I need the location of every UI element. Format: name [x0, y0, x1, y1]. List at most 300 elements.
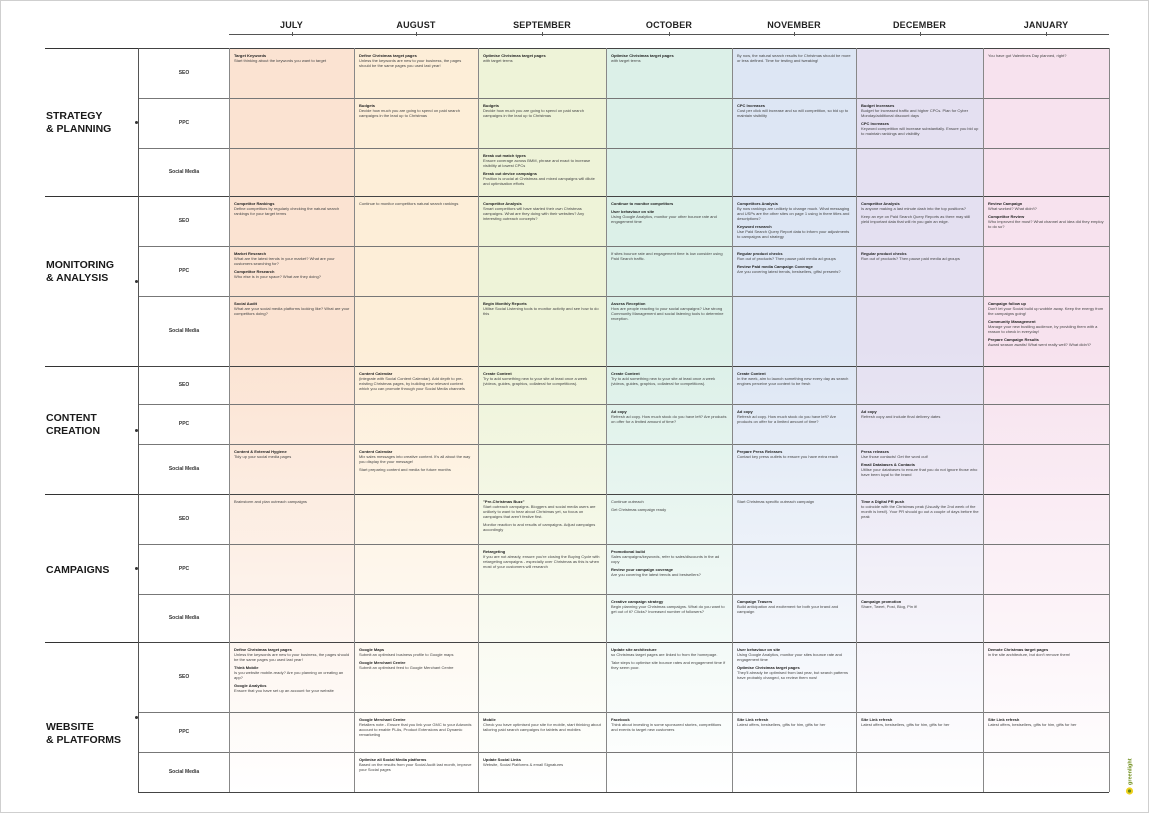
header-tick	[920, 32, 921, 36]
cell-entry	[737, 409, 852, 424]
cell-text: Keep an eye on Paid Search Query Reports as there may still yield important data that will rin you gain an edge.	[861, 214, 971, 224]
cell-text: By now, the natural search results for Christmas should be more or less defined. Time for testing and tweaking!	[737, 53, 851, 63]
cell-entry	[737, 599, 852, 614]
cell-heading: Competitor Analysis	[483, 201, 522, 206]
section-title-monitoring-analysis: MONITORING & ANALYSIS	[46, 259, 115, 284]
cell-text: Submit an optimised feed to Google Merchant Centre	[359, 665, 454, 670]
cell-entry	[611, 209, 728, 224]
section-divider	[138, 48, 1109, 49]
cell-heading: Ad copy	[861, 409, 877, 414]
cell-text: Cost per click will increase and so will competition, so bid up to maintain visibility	[737, 108, 849, 118]
month-header-august: AUGUST	[396, 20, 436, 30]
planner-cell	[737, 201, 852, 244]
cell-entry	[611, 251, 728, 261]
cell-text: Refresh ad copy. How much stock do you have left? Are products on offer for a limited amount of time?	[611, 414, 727, 424]
cell-heading: Keyword research	[737, 224, 772, 229]
cell-text: Ensure that you have set up an account for your website	[234, 688, 334, 693]
cell-entry	[234, 269, 350, 279]
month-separator	[354, 48, 355, 792]
cell-heading: Campaign promotion	[861, 599, 902, 604]
subcategory-label: SEO	[178, 516, 190, 522]
section-divider	[138, 642, 1109, 643]
cell-text: Keyword competition will increase substantially. Ensure you bid up to maintain rankings and visibility	[861, 126, 979, 136]
cell-text: Tidy up your social media pages	[234, 454, 292, 459]
cell-entry	[611, 371, 728, 386]
cell-entry	[737, 371, 852, 386]
cell-text: Budget for increased traffic and higher CPCs. Plan for Cyber Monday/additional discount days	[861, 108, 969, 118]
row-divider	[138, 148, 1109, 149]
cell-heading: Google Merchant Centre	[359, 717, 406, 722]
subcategory-label: PPC	[178, 120, 190, 126]
cell-text: Build anticipation and excitement for both your brand and campaign	[737, 604, 839, 614]
cell-heading: Regular product checks	[737, 251, 783, 256]
subcategory-label: Social Media	[168, 769, 200, 775]
planner-cell	[359, 201, 474, 244]
cell-entry	[611, 53, 728, 63]
planner-cell	[234, 499, 350, 542]
cell-text: Monitor reaction to and results of campaigns. Adjust campaigns accordingly	[483, 522, 596, 532]
cell-text: so Christmas target pages are linked to from the homepage.	[611, 652, 718, 657]
cell-text: Latest offers, bestsellers, gifts for him, gifts for her	[988, 722, 1077, 727]
cell-entry	[483, 103, 602, 118]
cell-text: Who improved the most? What channel and idea did they employ to do so?	[988, 219, 1104, 229]
cell-entry	[234, 499, 350, 504]
cell-text: Define competitors by regularly checking the natural search rankings for your target terms	[234, 206, 340, 216]
cell-entry	[737, 251, 852, 261]
planner-cell	[234, 251, 350, 294]
cell-entry	[861, 251, 979, 261]
section-divider	[138, 196, 1109, 197]
planner-cell	[737, 499, 852, 542]
cell-heading: User behaviour on site	[611, 209, 655, 214]
planner-cell	[861, 201, 979, 244]
planner-cell	[234, 449, 350, 492]
cell-text: What are your social media platforms looking like? What are your competitors doing?	[234, 306, 350, 316]
planner-cell	[861, 717, 979, 750]
header-tick	[669, 32, 670, 36]
month-header-november: NOVEMBER	[767, 20, 821, 30]
month-header-december: DECEMBER	[892, 20, 947, 30]
cell-text: Submit an optimised business profile to Google maps	[359, 652, 454, 657]
cell-text: in the site architecture, but don't remove them!	[988, 652, 1071, 657]
cell-entry	[234, 683, 350, 693]
cell-heading: Budgets	[483, 103, 499, 108]
row-divider	[138, 712, 1109, 713]
cell-text: If you are not already, ensure you're closing the Buying Cycle with retargeting campaigns - especially over Christmas as this is when most of your customers will research	[483, 554, 600, 569]
month-header-october: OCTOBER	[645, 20, 693, 30]
cell-text: with target terms	[483, 58, 513, 63]
cell-text: Website, Social Platforms & email Signatures	[483, 762, 564, 767]
cell-entry	[988, 214, 1105, 229]
subcategory-label: SEO	[178, 70, 190, 76]
cell-text: Unless the keywords are new to your business, the pages should be the same pages you used last year!	[234, 652, 350, 662]
cell-entry	[234, 665, 350, 680]
cell-entry	[359, 717, 474, 737]
planner-cell	[359, 371, 474, 402]
section-title-strategy-planning: STRATEGY & PLANNING	[46, 110, 112, 135]
cell-text: Position is crucial at Christmas and mixed campaigns will dilute and optimisation efforts	[483, 176, 595, 186]
cell-text: How are people reacting to your social campaigns? Use strong Community Management and social listening tools to determine reception.	[611, 306, 724, 321]
cell-text: Contact key press outlets to ensure you have extra reach	[737, 454, 839, 459]
cell-heading: Review Campaign	[988, 201, 1023, 206]
cell-text: Think about investing in some sponsored stories, competitions and events to target new customers	[611, 722, 722, 732]
cell-text: Using Google Analytics, monitor your sites bounce rate and engagement time	[737, 652, 842, 662]
subcategory-label: PPC	[178, 421, 190, 427]
section-bar	[45, 642, 139, 643]
cell-text: Take steps to optimise site bounce rates and engagement time if they seem poor.	[611, 660, 726, 670]
planner-cell	[861, 409, 979, 442]
planner-cell	[359, 757, 474, 790]
cell-text: Brainstorm and plan outreach campaigns	[234, 499, 307, 504]
cell-heading: Define Christmas target pages	[234, 647, 292, 652]
cell-heading: User behaviour on site	[737, 647, 781, 652]
cell-entry	[483, 549, 602, 569]
cell-entry	[359, 449, 474, 464]
planner-cell	[483, 717, 602, 750]
cell-heading: Promotional build	[611, 549, 645, 554]
cell-heading: Regular product checks	[861, 251, 907, 256]
planner-cell	[483, 301, 602, 364]
cell-heading: Create Content	[483, 371, 512, 376]
cell-entry	[861, 599, 979, 609]
planner-cell	[359, 53, 474, 96]
cell-heading: Content Calendar	[359, 449, 393, 454]
cell-heading: Optimise Christmas target pages	[483, 53, 546, 58]
cell-entry	[483, 301, 602, 316]
planner-cell	[737, 717, 852, 750]
cell-heading: Google Maps	[359, 647, 385, 652]
cell-heading: Community Management	[988, 319, 1036, 324]
planner-cell	[359, 449, 474, 492]
cell-text: Is anyone making a last minute dash into the top positions?	[861, 206, 966, 211]
cell-heading: Email Databases & Contacts	[861, 462, 916, 467]
greenlight-logo-icon	[1125, 756, 1134, 796]
cell-entry	[611, 567, 728, 577]
cell-text: Decide how much you are going to spend on paid search campaigns in the lead up to Christmas	[359, 108, 460, 118]
cell-heading: Begin Monthly Reports	[483, 301, 527, 306]
cell-heading: Create Content	[611, 371, 640, 376]
planner-cell	[483, 153, 602, 194]
row-divider	[138, 444, 1109, 445]
cell-entry	[611, 507, 728, 512]
planner-cell	[737, 599, 852, 640]
cell-text: Begin planning your Christmas campaigns. What do you want to get out of it? Clicks? Increased number of followers?	[611, 604, 725, 614]
planner-cell	[234, 201, 350, 244]
cell-heading: Prepare Campaign Results	[988, 337, 1039, 342]
cell-entry	[861, 201, 979, 211]
cell-heading: CPC Increases	[737, 103, 766, 108]
cell-text: Retailers note - Ensure that you link your GMC to your Adwords account to enable PLAs, Product Extensions and Dynamic remarketing	[359, 722, 472, 737]
cell-heading: Ad copy	[737, 409, 753, 414]
cell-entry	[483, 717, 602, 732]
cell-text: Refresh copy and include final delivery dates	[861, 414, 941, 419]
cell-heading: Define Christmas target pages	[359, 53, 417, 58]
month-separator	[229, 48, 230, 792]
planner-cell	[737, 409, 852, 442]
cell-heading: Press releases	[861, 449, 890, 454]
cell-heading: Campaign follow up	[988, 301, 1026, 306]
planner-cell	[611, 301, 728, 364]
planner-cell	[611, 599, 728, 640]
planner-cell	[483, 549, 602, 592]
cell-heading: Break out match types	[483, 153, 526, 158]
cell-text: Utilise Social Listening tools to monitor activity and see how to do this	[483, 306, 599, 316]
cell-entry	[737, 264, 852, 274]
cell-heading: "Pre-Christmas Buzz"	[483, 499, 525, 504]
cell-entry	[359, 647, 474, 657]
row-divider	[138, 404, 1109, 405]
cell-entry	[988, 201, 1105, 211]
subcategory-label: PPC	[178, 729, 190, 735]
cell-entry	[483, 757, 602, 767]
row-divider	[138, 98, 1109, 99]
cell-heading: Competitor Research	[234, 269, 275, 274]
cell-text: Refresh ad copy. How much stock do you have left? Are products on offer for a limited amount of time?	[737, 414, 837, 424]
cell-text: Latest offers, bestsellers, gifts for him, gifts for her	[737, 722, 826, 727]
cell-heading: Creative campaign strategy	[611, 599, 664, 604]
cell-text: Start Christmas specific outreach campaign	[737, 499, 815, 504]
planner-cell	[988, 717, 1105, 750]
cell-heading: Target Keywords	[234, 53, 267, 58]
cell-heading: Prepare Press Releases	[737, 449, 783, 454]
section-bar	[45, 494, 139, 495]
planner-cell	[861, 251, 979, 294]
cell-entry	[611, 549, 728, 564]
cell-entry	[988, 647, 1105, 657]
planner-cell	[234, 301, 350, 364]
cell-heading: Continue to monitor competitors	[611, 201, 674, 206]
cell-heading: Budgets	[359, 103, 375, 108]
month-separator	[1109, 48, 1110, 792]
subcategory-label: SEO	[178, 382, 190, 388]
cell-text: By now rankings are unlikely to change much. What messaging and USPs are the other sites on page 1 using in there titles and descriptions?	[737, 206, 850, 221]
cell-heading: Social Audit	[234, 301, 257, 306]
cell-text: Start outreach campaigns. Bloggers and social media users are unlikely to want to hear about Christmas yet, so focus on campaigns that aren't festive first.	[483, 504, 596, 519]
cell-text: Use those contacts! Get the word out!	[861, 454, 928, 459]
cell-entry	[611, 499, 728, 504]
planner-cell	[988, 647, 1105, 710]
row-divider	[138, 296, 1109, 297]
logo-text: greenlight	[1127, 758, 1134, 785]
cell-text: Ensure coverage across BMM, phrase and exact to increase visibility at lowest CPCs	[483, 158, 591, 168]
section-title-campaigns: CAMPAIGNS	[46, 564, 110, 576]
cell-entry	[483, 171, 602, 186]
cell-entry	[737, 647, 852, 662]
cell-text: Who else is in your space? What are they doing?	[234, 274, 321, 279]
month-separator	[606, 48, 607, 792]
month-header-july: JULY	[280, 20, 303, 30]
cell-heading: Competitor Rankings	[234, 201, 275, 206]
cell-heading: Retargeting	[483, 549, 506, 554]
month-separator	[478, 48, 479, 792]
cell-text: Start thinking about the keywords you want to target	[234, 58, 327, 63]
cell-text: They'll already be optimised from last year, but search patterns have probably changed, so review them now!	[737, 670, 849, 680]
planner-cell	[737, 371, 852, 402]
cell-heading: Site Link refresh	[737, 717, 769, 722]
cell-text: What worked? What didn't?	[988, 206, 1037, 211]
subcategory-label: Social Media	[168, 169, 200, 175]
planner-cell	[611, 647, 728, 710]
cell-text: Manage your new bustling audience, by providing them with a reason to check in everyday!	[988, 324, 1098, 334]
cell-heading: Competitor Review	[988, 214, 1025, 219]
planner-cell	[483, 103, 602, 146]
cell-heading: Mobile	[483, 717, 496, 722]
cell-text: Decide how much you are going to spend on paid search campaigns in the lead up to Christmas	[483, 108, 584, 118]
planner-cell	[611, 717, 728, 750]
section-bar	[45, 48, 139, 49]
row-divider	[138, 594, 1109, 595]
cell-entry	[988, 53, 1105, 58]
cell-entry	[234, 251, 350, 266]
cell-heading: Competitor Analysis	[861, 201, 900, 206]
cell-text: What are the latest trends in your market? What are your customers searching for?	[234, 256, 335, 266]
cell-entry	[988, 337, 1105, 347]
cell-text: (integrate with Social Content Calendar). Add depth to pre-existing Christmas pages, by building new relevant content which you can promote through your Social Media channels	[359, 376, 465, 391]
cell-text: If sites bounce rate and engagement time is low consider using Paid Search traffic.	[611, 251, 723, 261]
cell-heading: CPC Increases	[861, 121, 890, 126]
cell-heading: Market Research	[234, 251, 267, 256]
cell-text: Mix sales messages into creative content. It's all about the way you display the your message!	[359, 454, 471, 464]
cell-entry	[234, 647, 350, 662]
cell-entry	[988, 301, 1105, 316]
cell-heading: Update site architecture	[611, 647, 657, 652]
cell-entry	[359, 371, 474, 391]
subcategory-label: Social Media	[168, 466, 200, 472]
cell-text: Check you have optimised your site for mobile, start thinking about tailoring paid search campaigns for tablets and mobiles	[483, 722, 601, 732]
planner-cell	[234, 647, 350, 710]
cell-heading: Time a Digital PR push	[861, 499, 905, 504]
section-bar	[45, 196, 139, 197]
header-tick	[292, 32, 293, 36]
cell-heading: Ad copy	[611, 409, 627, 414]
planner-cell	[359, 647, 474, 710]
month-separator	[983, 48, 984, 792]
cell-heading: Break out device campaigns	[483, 171, 538, 176]
cell-text: Use Paid Search Query Report data to inform your adjustments to campaigns and strategy	[737, 229, 850, 239]
month-header-september: SEPTEMBER	[513, 20, 571, 30]
cell-text: with target terms	[611, 58, 641, 63]
cell-text: to coincide with the Christmas peak (Usually the 2nd week of the month is best!). Your PR should go out a couple of days before the peak	[861, 504, 979, 519]
subcategory-label: SEO	[178, 218, 190, 224]
cell-entry	[861, 121, 979, 136]
cell-text: Unless the keywords are new to your business, the pages should be the same pages you used last year!	[359, 58, 462, 68]
cell-entry	[483, 499, 602, 519]
section-divider	[138, 494, 1109, 495]
cell-heading: Update Social Links	[483, 757, 522, 762]
row-divider	[138, 246, 1109, 247]
cell-heading: Competitors Analysis	[737, 201, 778, 206]
cell-entry	[483, 153, 602, 168]
cell-entry	[737, 53, 852, 63]
cell-entry	[861, 462, 979, 477]
cell-entry	[988, 717, 1105, 727]
cell-text: Start preparing content and media for future months	[359, 467, 451, 472]
cell-heading: Review Paid media Campaign Coverage	[737, 264, 813, 269]
cell-entry	[359, 660, 474, 670]
subcategory-label: SEO	[178, 674, 190, 680]
cell-entry	[359, 757, 474, 772]
cell-text: Continue to monitor competitors natural search rankings	[359, 201, 459, 206]
cell-text: Run out of products? Then pause paid media ad groups	[861, 256, 960, 261]
cell-entry	[234, 201, 350, 216]
cell-entry	[737, 499, 852, 504]
header-tick	[1046, 32, 1047, 36]
planner-cell	[737, 103, 852, 146]
cell-entry	[737, 201, 852, 221]
cell-heading: Create Content	[737, 371, 766, 376]
planner-cell	[483, 201, 602, 244]
cell-text: Is you website mobile-ready? Are you planning on creating an app?	[234, 670, 344, 680]
cell-heading: Think Mobile	[234, 665, 259, 670]
cell-text: Based on the results from your Social Audit last month, improve your Social pages	[359, 762, 472, 772]
planner-cell	[861, 449, 979, 492]
cell-heading: Site Link refresh	[988, 717, 1020, 722]
planner-cell	[611, 549, 728, 592]
cell-entry	[483, 201, 602, 221]
subcategory-label: Social Media	[168, 615, 200, 621]
cell-text: Try to add something new to your site at least once a week (videos, guides, graphics, collateral for competitions).	[483, 376, 588, 386]
planner-cell	[988, 301, 1105, 364]
cell-entry	[611, 201, 728, 206]
planner-cell	[861, 103, 979, 146]
planner-cell	[359, 717, 474, 750]
month-header-january: JANUARY	[1023, 20, 1069, 30]
month-separator	[732, 48, 733, 792]
subcategory-separator	[138, 48, 139, 792]
subcategory-label: PPC	[178, 566, 190, 572]
month-separator	[856, 48, 857, 792]
cell-entry	[611, 409, 728, 424]
planner-cell	[988, 201, 1105, 244]
section-bar	[45, 366, 139, 367]
cell-text: Sales campaigns/keywords, refer to sales/discounts in the ad copy	[611, 554, 720, 564]
planner-cell	[359, 103, 474, 146]
planner-cell	[611, 409, 728, 442]
planner-cell	[737, 53, 852, 96]
cell-entry	[861, 499, 979, 519]
cell-heading: Assess Reception	[611, 301, 646, 306]
planner-cell	[483, 371, 602, 402]
cell-heading: Optimise Christmas target pages	[611, 53, 674, 58]
cell-text: Are you covering latest trends, bestsellers, gifts/ presents?	[737, 269, 841, 274]
cell-heading: Site Link refresh	[861, 717, 893, 722]
cell-heading: Optimise Christmas target pages	[737, 665, 800, 670]
cell-heading: Facebook	[611, 717, 630, 722]
cell-text: In the week, aim to launch something new every day as search engines perceive your content to be fresh	[737, 376, 849, 386]
section-title-content-creation: CONTENT CREATION	[46, 412, 101, 437]
planner-cell	[483, 499, 602, 542]
planner-cell	[737, 647, 852, 710]
cell-entry	[737, 224, 852, 239]
cell-text: You have got Valentines Day planned, right?	[988, 53, 1067, 58]
cell-heading: Review your campaign coverage	[611, 567, 674, 572]
cell-entry	[861, 214, 979, 224]
cell-text: Run out of products? Then pause paid media ad groups	[737, 256, 836, 261]
cell-entry	[234, 449, 350, 459]
cell-text: Latest offers, bestsellers, gifts for him, gifts for her	[861, 722, 950, 727]
cell-entry	[737, 665, 852, 680]
cell-entry	[483, 53, 602, 63]
cell-entry	[861, 103, 979, 118]
cell-entry	[737, 103, 852, 118]
cell-text: Share, Tweet, Post, Blog, Pin it!	[861, 604, 918, 609]
planner-cell	[611, 53, 728, 96]
cell-entry	[359, 467, 474, 472]
cell-text: Are you covering the latest trends and bestsellers?	[611, 572, 701, 577]
header-tick	[794, 32, 795, 36]
cell-entry	[611, 599, 728, 614]
cell-text: Get Christmas campaign ready	[611, 507, 667, 512]
